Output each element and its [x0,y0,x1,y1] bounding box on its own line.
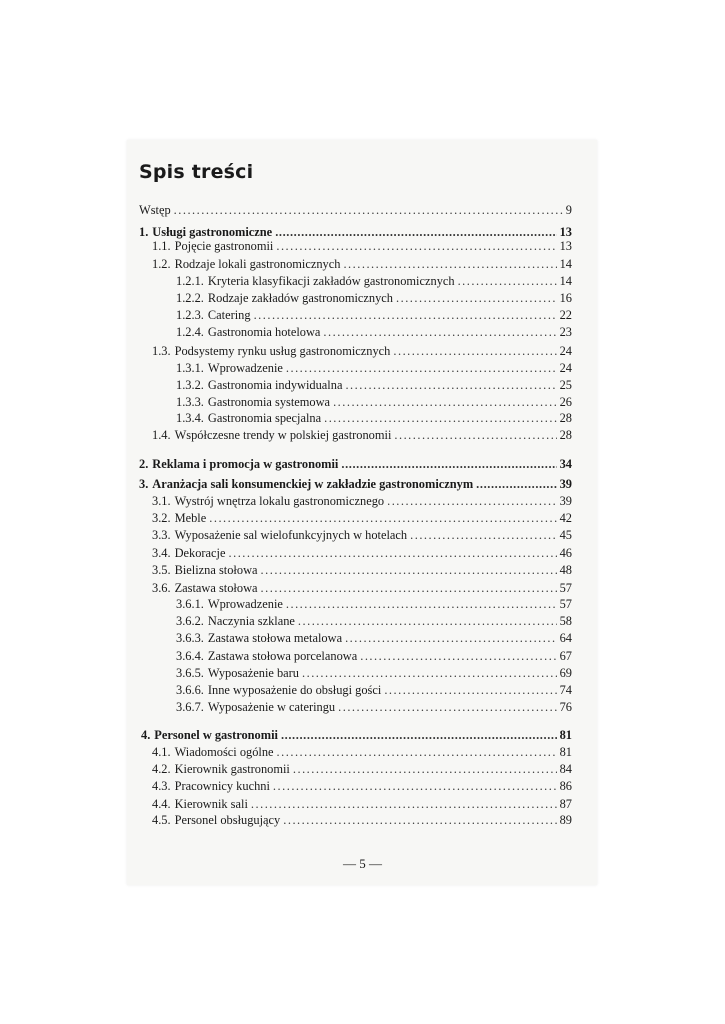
toc-entry-page: 24 [559,344,572,358]
toc-entry-label: Wiadomości ogólne [174,745,274,759]
toc-entry-label: Rodzaje lokali gastronomicznych [174,257,341,271]
toc-entry-number: 1.1. [152,239,171,253]
toc-entry-number: 3.1. [152,494,171,508]
toc-entry [152,744,572,760]
toc-entry-page: 34 [559,457,572,471]
toc-entry-number: 4.4. [152,797,171,811]
toc-entry-label: Personel w gastronomii [154,728,278,742]
toc-entry-page: 45 [559,528,572,542]
toc-entry-page: 13 [559,225,572,239]
toc-entry-page: 22 [559,308,572,322]
toc-leader-dots [302,665,557,681]
toc-entry-page: 89 [559,813,572,827]
toc-entry [176,665,572,681]
toc-entry-number: 1.2.4. [176,325,204,339]
toc-entry-page: 9 [565,203,572,217]
toc-entry-label: Bielizna stołowa [174,563,258,577]
toc-entry [139,456,572,472]
toc-entry [176,377,572,393]
toc-entry-number: 1.4. [152,428,171,442]
toc-entry-number: 4.2. [152,762,171,776]
toc-entry [176,273,572,289]
toc-entry-number: 1.2.1. [176,274,204,288]
toc-entry-number: 3.6.2. [176,614,204,628]
toc-entry-page: 14 [559,257,572,271]
toc-entry [152,238,572,254]
toc-leader-dots [476,476,556,492]
toc-entry [152,778,572,794]
toc-leader-dots [393,343,556,359]
toc-entry-page: 86 [559,779,572,793]
toc-entry [176,630,572,646]
toc-entry-number: 3.4. [152,546,171,560]
toc-entry [176,394,572,410]
toc-entry [176,613,572,629]
toc-entry-number: 3.6. [152,581,171,595]
toc-entry-page: 64 [559,631,572,645]
toc-entry-page: 14 [559,274,572,288]
toc-entry-label: Inne wyposażenie do obsługi gości [207,683,382,697]
toc-entry-page: 58 [559,614,572,628]
toc-entry-page: 81 [559,728,572,742]
toc-entry-number: 1.3.4. [176,411,204,425]
toc-entry [176,410,572,426]
toc-entry-label: Kierownik gastronomii [174,762,290,776]
toc-entry-number: 3.2. [152,511,171,525]
toc-entry-number: 1.3.1. [176,361,204,375]
toc-entry-label: Gastronomia specjalna [207,411,322,425]
toc-entry-label: Gastronomia indywidualna [207,378,343,392]
toc-leader-dots [345,377,556,393]
toc-entry-number: 1.2. [152,257,171,271]
toc-entry [152,493,572,509]
toc-entry-label: Współczesne trendy w polskiej gastronomii [174,428,392,442]
toc-entry-page: 48 [559,563,572,577]
toc-entry-label: Dekoracje [174,546,226,560]
toc-entry-number: 3.3. [152,528,171,542]
toc-entry-page: 74 [559,683,572,697]
toc-leader-dots [174,202,563,218]
toc-entry [152,796,572,812]
toc-entry-label: Wystrój wnętrza lokalu gastronomicznego [174,494,385,508]
toc-entry-page: 16 [559,291,572,305]
toc-entry-label: Pojęcie gastronomii [174,239,274,253]
toc-leader-dots [254,307,557,323]
toc-entry [176,596,572,612]
toc-entry [152,343,572,359]
toc-entry [176,648,572,664]
toc-entry-page: 46 [559,546,572,560]
toc-entry [176,307,572,323]
toc-leader-dots [298,613,557,629]
toc-leader-dots [341,456,556,472]
toc-entry-number: 4.1. [152,745,171,759]
toc-entry-page: 87 [559,797,572,811]
toc-leader-dots [323,324,556,340]
toc-leader-dots [209,510,556,526]
toc-entry-label: Zastawa stołowa [174,581,258,595]
toc-leader-dots [261,580,557,596]
toc-entry-number: 3.6.7. [176,700,204,714]
toc-entry-page: 81 [559,745,572,759]
toc-entry-label: Wprowadzenie [207,361,283,375]
toc-leader-dots [261,562,557,578]
toc-leader-dots [286,360,557,376]
toc-entry-label: Kryteria klasyfikacji zakładów gastronomicznych [207,274,455,288]
toc-entry-label: Wyposażenie baru [207,666,299,680]
toc-entry [152,256,572,272]
toc-entry-number: 3.6.3. [176,631,204,645]
toc-leader-dots [343,256,556,272]
toc-entry [139,476,572,492]
toc-entry-number: 3.5. [152,563,171,577]
toc-leader-dots [360,648,556,664]
toc-entry-label: Zastawa stołowa metalowa [207,631,343,645]
toc-entry-page: 57 [559,597,572,611]
toc-entry-label: Reklama i promocja w gastronomii [152,457,339,471]
toc-leader-dots [387,493,557,509]
toc-entry-label: Naczynia szklane [207,614,295,628]
page-number-footer: — 5 — [343,856,382,871]
toc-entry-page: 25 [559,378,572,392]
toc-leader-dots [458,273,557,289]
toc-entry-number: 1.2.3. [176,308,204,322]
toc-entry [152,562,572,578]
toc-entry-label: Personel obsługujący [174,813,281,827]
toc-entry-label: Podsystemy rynku usług gastronomicznych [174,344,391,358]
toc-leader-dots [277,744,557,760]
toc-entry [152,510,572,526]
toc-entry-page: 26 [559,395,572,409]
toc-entry-number: 3.6.1. [176,597,204,611]
toc-entry-label: Zastawa stołowa porcelanowa [207,649,358,663]
toc-entry [152,427,572,443]
toc-entry [152,761,572,777]
toc-entry-label: Pracownicy kuchni [174,779,270,793]
toc-entry [152,812,572,828]
toc-entry-label: Meble [174,511,207,525]
toc-entry-label: Wyposażenie sal wielofunkcyjnych w hotelach [174,528,408,542]
toc-entry-page: 42 [559,511,572,525]
toc-entry-number: 4.3. [152,779,171,793]
toc-entry-number: 4.5. [152,813,171,827]
toc-entry-number: 1.3. [152,344,171,358]
toc-entry-label: Wprowadzenie [207,597,283,611]
toc-leader-dots [333,394,557,410]
toc-entry-number: 3.6.6. [176,683,204,697]
toc-entry-page: 39 [559,477,572,491]
toc-entry-label: Gastronomia hotelowa [207,325,321,339]
toc-leader-dots [394,427,556,443]
toc-entry-number: 1.2.2. [176,291,204,305]
toc-entry-label: Aranżacja sali konsumenckiej w zakładzie gastronomicznym [152,477,474,491]
toc-leader-dots [286,596,557,612]
toc-entry-label: Kierownik sali [174,797,248,811]
toc-entry-page: 76 [559,700,572,714]
toc-entry [176,360,572,376]
toc-leader-dots [293,761,557,777]
toc-entry-number: 4. [141,728,151,742]
toc-entry-number: 1.3.3. [176,395,204,409]
toc-entry-number: 1. [139,225,149,239]
toc-entry-page: 69 [559,666,572,680]
toc-entry-page: 28 [559,411,572,425]
toc-entry-label: Wstęp [139,203,171,217]
toc-leader-dots [338,699,556,715]
toc-entry [141,727,572,743]
toc-leader-dots [324,410,557,426]
toc-entry-number: 3. [139,477,149,491]
toc-leader-dots [276,238,556,254]
toc-entry-page: 57 [559,581,572,595]
toc-leader-dots [229,545,557,561]
toc-entry-label: Wyposażenie w cateringu [207,700,336,714]
toc-leader-dots [384,682,556,698]
toc-leader-dots [283,812,556,828]
toc-leader-dots [396,290,557,306]
toc-entry-page: 13 [559,239,572,253]
toc-entry [152,545,572,561]
toc-entry [176,290,572,306]
toc-entry [176,699,572,715]
toc-entry-number: 1.3.2. [176,378,204,392]
toc-entry-page: 23 [559,325,572,339]
page-title: Spis treści [139,161,254,183]
toc-entry-page: 84 [559,762,572,776]
toc-leader-dots [251,796,557,812]
toc-entry-number: 3.6.5. [176,666,204,680]
toc-entry-number: 2. [139,457,149,471]
toc-entry-number: 3.6.4. [176,649,204,663]
toc-leader-dots [345,630,557,646]
toc-entry-page: 24 [559,361,572,375]
toc-entry [176,682,572,698]
toc-leader-dots [410,527,556,543]
toc-entry-label: Catering [207,308,251,322]
toc-entry-label: Usługi gastronomiczne [152,225,273,239]
toc-entry [152,580,572,596]
toc-entry-label: Rodzaje zakładów gastronomicznych [207,291,393,305]
toc-entry-page: 39 [559,494,572,508]
toc-leader-dots [273,778,557,794]
toc-leader-dots [281,727,557,743]
toc-entry-page: 28 [559,428,572,442]
toc-entry [139,202,572,218]
toc-entry-page: 67 [559,649,572,663]
toc-entry [152,527,572,543]
toc-entry [176,324,572,340]
toc-entry-label: Gastronomia systemowa [207,395,331,409]
